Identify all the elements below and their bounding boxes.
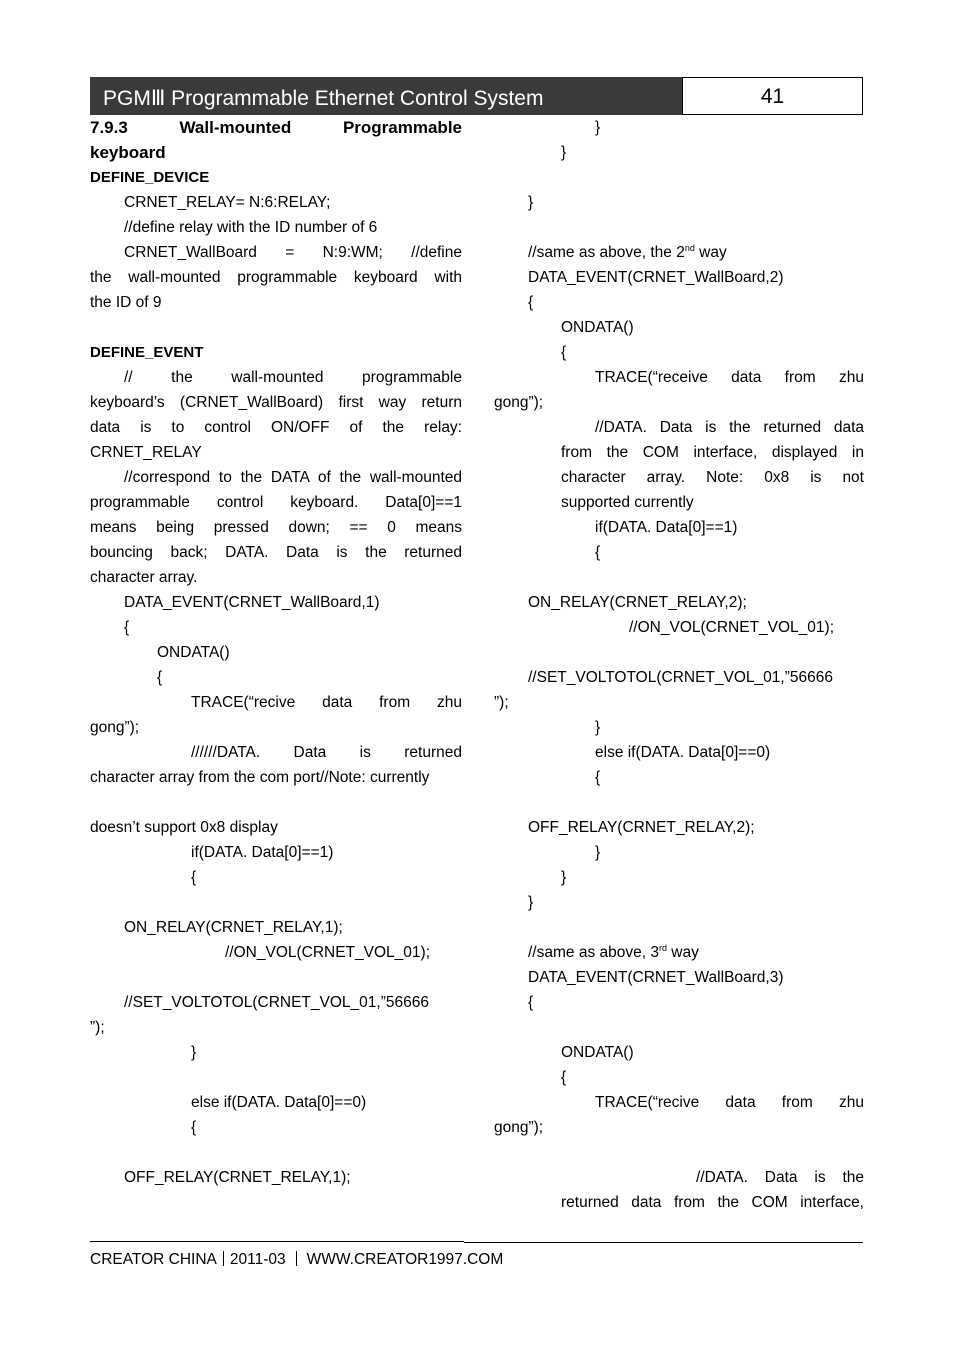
right-line-text: supported currently [561, 494, 694, 511]
right-line [494, 215, 864, 240]
right-line [494, 140, 864, 165]
left-line [90, 690, 462, 715]
right-line-text: character array. Note: 0x8 is not [561, 469, 864, 486]
page-number: 41 [760, 85, 785, 108]
right-line-text: { [528, 994, 534, 1011]
left-line [90, 190, 462, 215]
right-line-text: //SET_VOLTOTOL(CRNET_VOL_01,”56666 [528, 669, 833, 686]
right-line [494, 1015, 864, 1040]
left-line [90, 965, 462, 990]
right-line-text: TRACE(“recive data from zhu [595, 1094, 864, 1111]
right-line [494, 315, 864, 340]
left-line [90, 215, 462, 240]
left-line-text: else if(DATA. Data[0]==0) [191, 1094, 367, 1111]
right-line-text: ”); [494, 694, 509, 711]
left-line-text: the wall-mounted programmable keyboard with [90, 269, 462, 286]
left-line [90, 890, 462, 915]
left-line [90, 615, 462, 640]
left-line-text: means being pressed down; == 0 means [90, 519, 462, 536]
left-line [90, 565, 462, 590]
left-line [90, 1140, 462, 1165]
left-line-text: data is to control ON/OFF of the relay: [90, 419, 462, 436]
right-line-text: //same as above, the 2 [528, 244, 685, 261]
left-line [90, 640, 462, 665]
right-line-text: from the COM interface, displayed in [561, 444, 864, 461]
right-line-text: //DATA. Data is the returned data [595, 419, 864, 436]
right-line [494, 390, 864, 415]
left-line [90, 415, 462, 440]
left-line-text: //SET_VOLTOTOL(CRNET_VOL_01,”56666 [124, 994, 429, 1011]
left-line [90, 165, 462, 190]
left-line-text: OFF_RELAY(CRNET_RELAY,1); [124, 1169, 351, 1186]
left-line-text: programmable control keyboard. Data[0]==1 [90, 494, 462, 511]
left-line [90, 1040, 462, 1065]
right-line [494, 1165, 864, 1190]
right-line [494, 190, 864, 215]
right-line-text: } [528, 894, 534, 911]
right-line [494, 590, 864, 615]
left-line-text: //ON_VOL(CRNET_VOL_01); [225, 944, 431, 961]
left-line [90, 290, 462, 315]
right-line-text: } [561, 869, 567, 886]
right-line [494, 640, 864, 665]
left-line-text: doesn’t support 0x8 display [90, 819, 278, 836]
right-line-text: if(DATA. Data[0]==1) [595, 519, 738, 536]
left-line [90, 340, 462, 365]
right-line [494, 815, 864, 840]
right-line [494, 790, 864, 815]
right-line [494, 490, 864, 515]
left-line-text: keyboard’s (CRNET_WallBoard) first way return [90, 394, 462, 411]
left-line [90, 990, 462, 1015]
left-line-text: TRACE(“recive data from zhu [191, 694, 462, 711]
left-line [90, 315, 462, 340]
right-line-text: } [595, 844, 601, 861]
right-line [494, 940, 864, 965]
footer-separator [223, 1251, 224, 1266]
left-line-text: { [191, 869, 197, 886]
left-line [90, 1065, 462, 1090]
left-line [90, 515, 462, 540]
footer-rule-left [90, 1241, 464, 1242]
right-line-superscript: nd [684, 243, 695, 253]
left-line [90, 1115, 462, 1140]
footer-separator [296, 1251, 297, 1266]
right-line-text: { [528, 294, 534, 311]
left-line [90, 940, 462, 965]
left-line [90, 115, 462, 140]
right-line [494, 415, 864, 440]
left-line [90, 590, 462, 615]
header-title-bar [90, 77, 682, 115]
right-line [494, 665, 864, 690]
right-line [494, 1065, 864, 1090]
right-line [494, 115, 864, 140]
right-line [494, 1115, 864, 1140]
footer-rule-right [464, 1242, 863, 1243]
left-line-text: DATA_EVENT(CRNET_WallBoard,1) [124, 594, 380, 611]
right-line-text: ONDATA() [561, 319, 634, 336]
left-line-text: character array from the com port//Note: currently [90, 769, 430, 786]
left-line [90, 790, 462, 815]
page-number-box [682, 77, 863, 115]
right-line [494, 340, 864, 365]
right-line [494, 740, 864, 765]
right-line-text-after: way [694, 244, 727, 261]
right-line-text: //DATA. Data is the [696, 1169, 864, 1186]
right-line [494, 865, 864, 890]
right-line-text: DATA_EVENT(CRNET_WallBoard,3) [528, 969, 784, 986]
page-footer [90, 1249, 503, 1271]
left-line [90, 240, 462, 265]
left-line-text: ONDATA() [157, 644, 230, 661]
left-line [90, 765, 462, 790]
right-line [494, 1190, 864, 1215]
right-line [494, 915, 864, 940]
right-line [494, 365, 864, 390]
left-line [90, 540, 462, 565]
right-line [494, 565, 864, 590]
left-line [90, 1165, 462, 1190]
left-line-text: DEFINE_DEVICE [90, 169, 210, 186]
left-line [90, 665, 462, 690]
left-line-text: } [191, 1044, 197, 1061]
right-line [494, 615, 864, 640]
left-line [90, 440, 462, 465]
right-column [494, 115, 864, 1215]
page-header-title: PGMⅢ Programmable Ethernet Control System [103, 87, 544, 110]
left-line-text: ”); [90, 1019, 105, 1036]
right-line-text: } [595, 119, 601, 136]
right-line-text: { [561, 1069, 567, 1086]
left-line [90, 865, 462, 890]
left-line [90, 840, 462, 865]
left-line-text: //////DATA. Data is returned [191, 744, 462, 761]
left-line-text: DEFINE_EVENT [90, 344, 204, 361]
right-line-text: } [595, 719, 601, 736]
left-line-text: gong”); [90, 719, 140, 736]
right-line-text: //ON_VOL(CRNET_VOL_01); [629, 619, 835, 636]
right-line-text: ON_RELAY(CRNET_RELAY,2); [528, 594, 747, 611]
left-line-text: CRNET_RELAY [90, 444, 202, 461]
right-line [494, 765, 864, 790]
left-line-text: CRNET_WallBoard = N:9:WM; //define [124, 244, 462, 261]
right-line [494, 890, 864, 915]
left-line-text: { [157, 669, 163, 686]
right-line-text: } [561, 144, 567, 161]
right-line-text: //same as above, 3 [528, 944, 659, 961]
right-line [494, 540, 864, 565]
footer-company: CREATOR CHINA [90, 1251, 217, 1268]
right-line [494, 165, 864, 190]
left-line [90, 140, 462, 165]
right-line-text: TRACE(“receive data from zhu [595, 369, 864, 386]
right-line [494, 1040, 864, 1065]
left-line [90, 1015, 462, 1040]
left-line [90, 390, 462, 415]
left-line-text: { [191, 1119, 197, 1136]
right-line [494, 440, 864, 465]
right-line [494, 990, 864, 1015]
right-line-text: ONDATA() [561, 1044, 634, 1061]
left-line-text: CRNET_RELAY= N:6:RELAY; [124, 194, 331, 211]
right-line [494, 690, 864, 715]
right-line-text: OFF_RELAY(CRNET_RELAY,2); [528, 819, 755, 836]
right-line-text-after: way [666, 944, 699, 961]
left-line-text: //define relay with the ID number of 6 [124, 219, 378, 236]
right-line-text: { [595, 769, 601, 786]
right-line-superscript: rd [658, 943, 667, 953]
right-line [494, 965, 864, 990]
left-line-text: keyboard [90, 143, 166, 162]
left-line [90, 265, 462, 290]
left-line-text: { [124, 619, 130, 636]
left-line-text: ON_RELAY(CRNET_RELAY,1); [124, 919, 343, 936]
left-line [90, 815, 462, 840]
left-line [90, 365, 462, 390]
left-line-text: character array. [90, 569, 198, 586]
left-line [90, 1090, 462, 1115]
right-line-text: { [561, 344, 567, 361]
left-line-text: the ID of 9 [90, 294, 162, 311]
right-line [494, 515, 864, 540]
right-line [494, 715, 864, 740]
right-line-text: { [595, 544, 601, 561]
right-line-text: gong”); [494, 1119, 544, 1136]
right-line [494, 840, 864, 865]
left-line-text: //correspond to the DATA of the wall-mounted [124, 469, 462, 486]
right-line [494, 240, 864, 265]
left-line [90, 715, 462, 740]
right-line [494, 1140, 864, 1165]
left-line-text: // the wall-mounted programmable [124, 369, 462, 386]
right-line-text: returned data from the COM interface, [561, 1194, 864, 1211]
right-line [494, 265, 864, 290]
right-line-text: } [528, 194, 534, 211]
right-line-text: else if(DATA. Data[0]==0) [595, 744, 771, 761]
left-line-text: if(DATA. Data[0]==1) [191, 844, 334, 861]
left-line [90, 740, 462, 765]
left-line-text: 7.9.3 Wall-mounted Programmable [90, 118, 462, 137]
left-column [90, 115, 462, 1190]
right-line [494, 1090, 864, 1115]
footer-date: 2011-03 [229, 1251, 286, 1268]
right-line [494, 290, 864, 315]
right-line-text: gong”); [494, 394, 544, 411]
footer-website: WWW.CREATOR1997.COM [306, 1251, 504, 1268]
left-line [90, 490, 462, 515]
right-line [494, 465, 864, 490]
left-line-text: bouncing back; DATA. Data is the returned [90, 544, 462, 561]
left-line [90, 915, 462, 940]
left-line [90, 465, 462, 490]
right-line-text: DATA_EVENT(CRNET_WallBoard,2) [528, 269, 784, 286]
